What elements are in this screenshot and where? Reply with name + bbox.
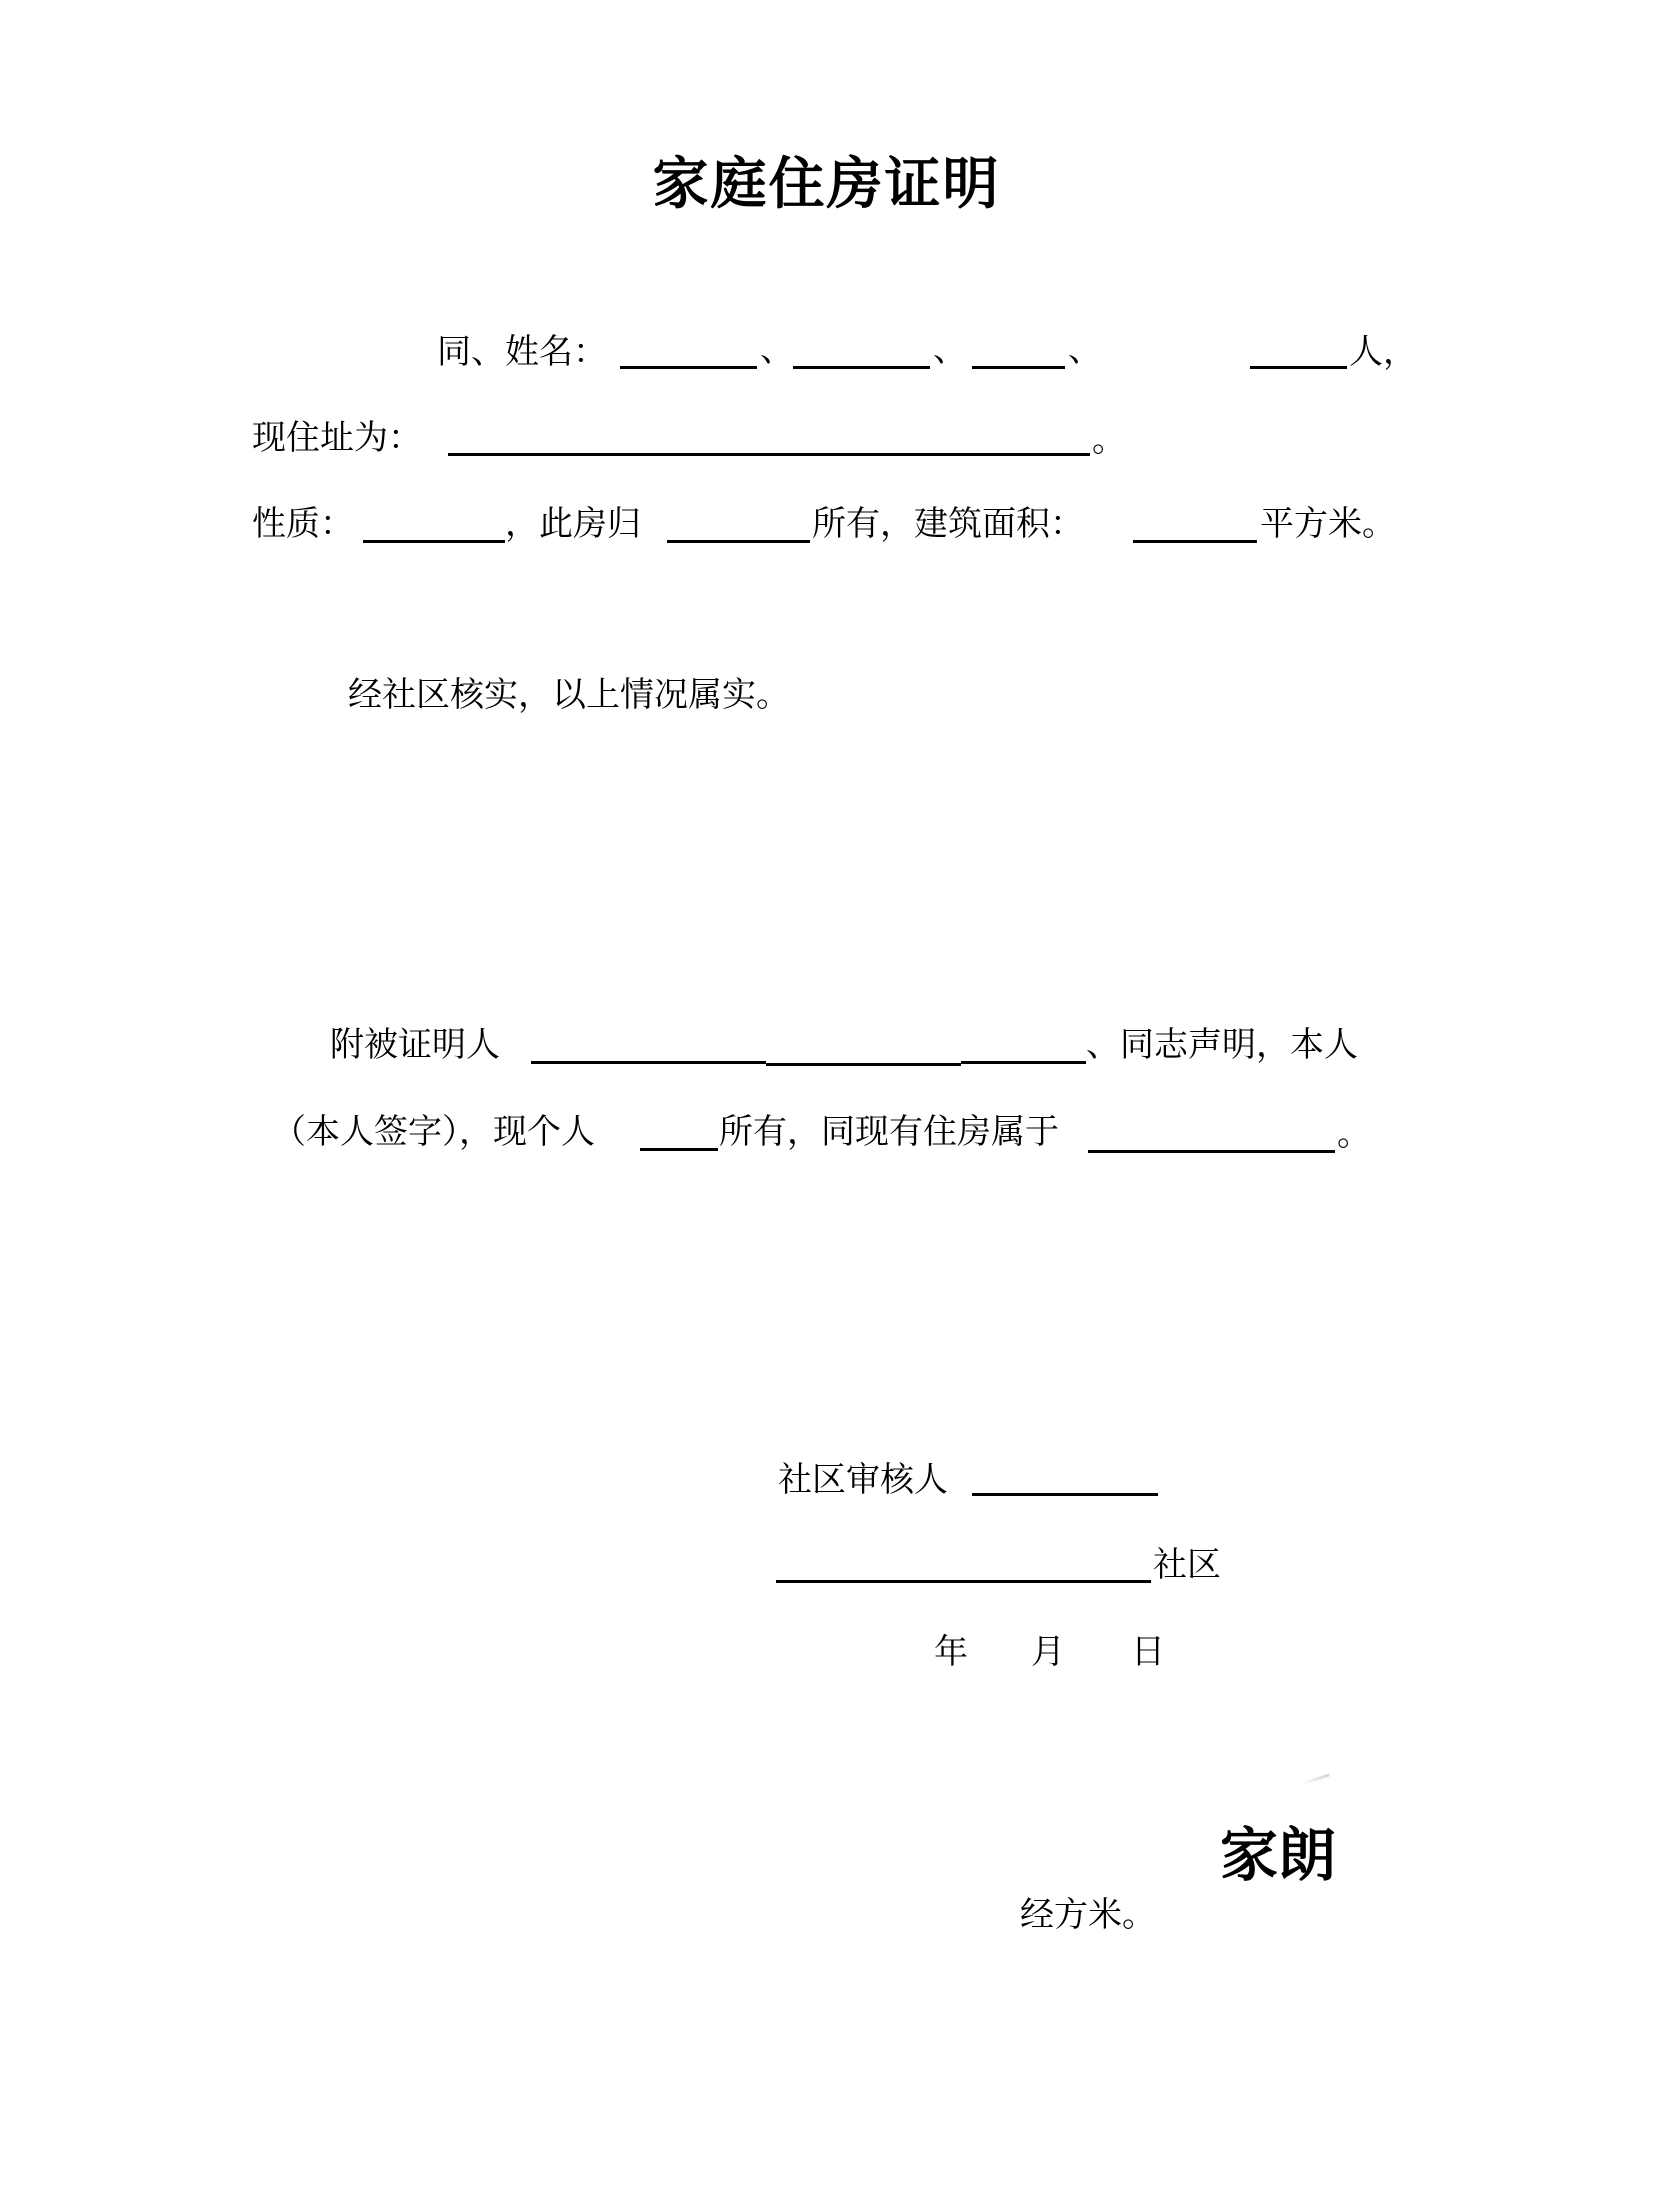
community-suffix: 社区	[1153, 1545, 1221, 1585]
faint-stroke-mark	[1300, 1773, 1329, 1785]
housing-belongs-blank[interactable]	[1088, 1150, 1335, 1153]
declarant-label: 附被证明人	[330, 1025, 500, 1065]
names-label: 同、姓名：	[437, 332, 607, 372]
declarant-blank-1[interactable]	[531, 1061, 766, 1064]
declaration-suffix: 、同志声明，本人	[1086, 1025, 1358, 1065]
address-label: 现住址为：	[252, 418, 422, 458]
address-blank[interactable]	[448, 453, 1090, 456]
area-label: 所有，建筑面积：	[812, 504, 1084, 544]
owner-label: ，此房归	[505, 504, 641, 544]
stray-text: 经方米。	[1020, 1895, 1156, 1935]
signature-note: （本人签字），现个人	[272, 1112, 595, 1152]
separator: 、	[760, 330, 794, 370]
date-day: 日	[1131, 1632, 1165, 1672]
name-blank-3[interactable]	[972, 366, 1065, 369]
housing-belongs-label: 所有，同现有住房属于	[719, 1112, 1059, 1152]
separator: 、	[933, 330, 967, 370]
reviewer-label: 社区审核人	[778, 1460, 948, 1500]
person-count-suffix: 人，	[1349, 332, 1417, 372]
area-blank[interactable]	[1133, 540, 1257, 543]
nature-label: 性质：	[252, 504, 354, 544]
area-unit: 平方米。	[1260, 504, 1396, 544]
ownership-end: 。	[1337, 1114, 1371, 1154]
name-blank-1[interactable]	[620, 366, 757, 369]
date-year: 年	[934, 1632, 968, 1672]
reviewer-blank[interactable]	[972, 1493, 1158, 1496]
name-blank-2[interactable]	[793, 366, 930, 369]
personal-owner-blank[interactable]	[640, 1148, 718, 1151]
person-count-blank[interactable]	[1250, 366, 1347, 369]
separator: 、	[1068, 330, 1102, 370]
community-name-blank[interactable]	[776, 1580, 1151, 1583]
verification-statement: 经社区核实，以上情况属实。	[348, 675, 790, 715]
nature-blank[interactable]	[363, 540, 505, 543]
owner-blank[interactable]	[667, 540, 810, 543]
declarant-blank-2[interactable]	[766, 1063, 961, 1066]
declarant-blank-3[interactable]	[961, 1061, 1086, 1064]
stray-bold-text: 家朗	[1220, 1821, 1337, 1889]
address-end: 。	[1092, 420, 1126, 460]
date-month: 月	[1031, 1632, 1065, 1672]
document-title: 家庭住房证明	[652, 152, 1001, 217]
